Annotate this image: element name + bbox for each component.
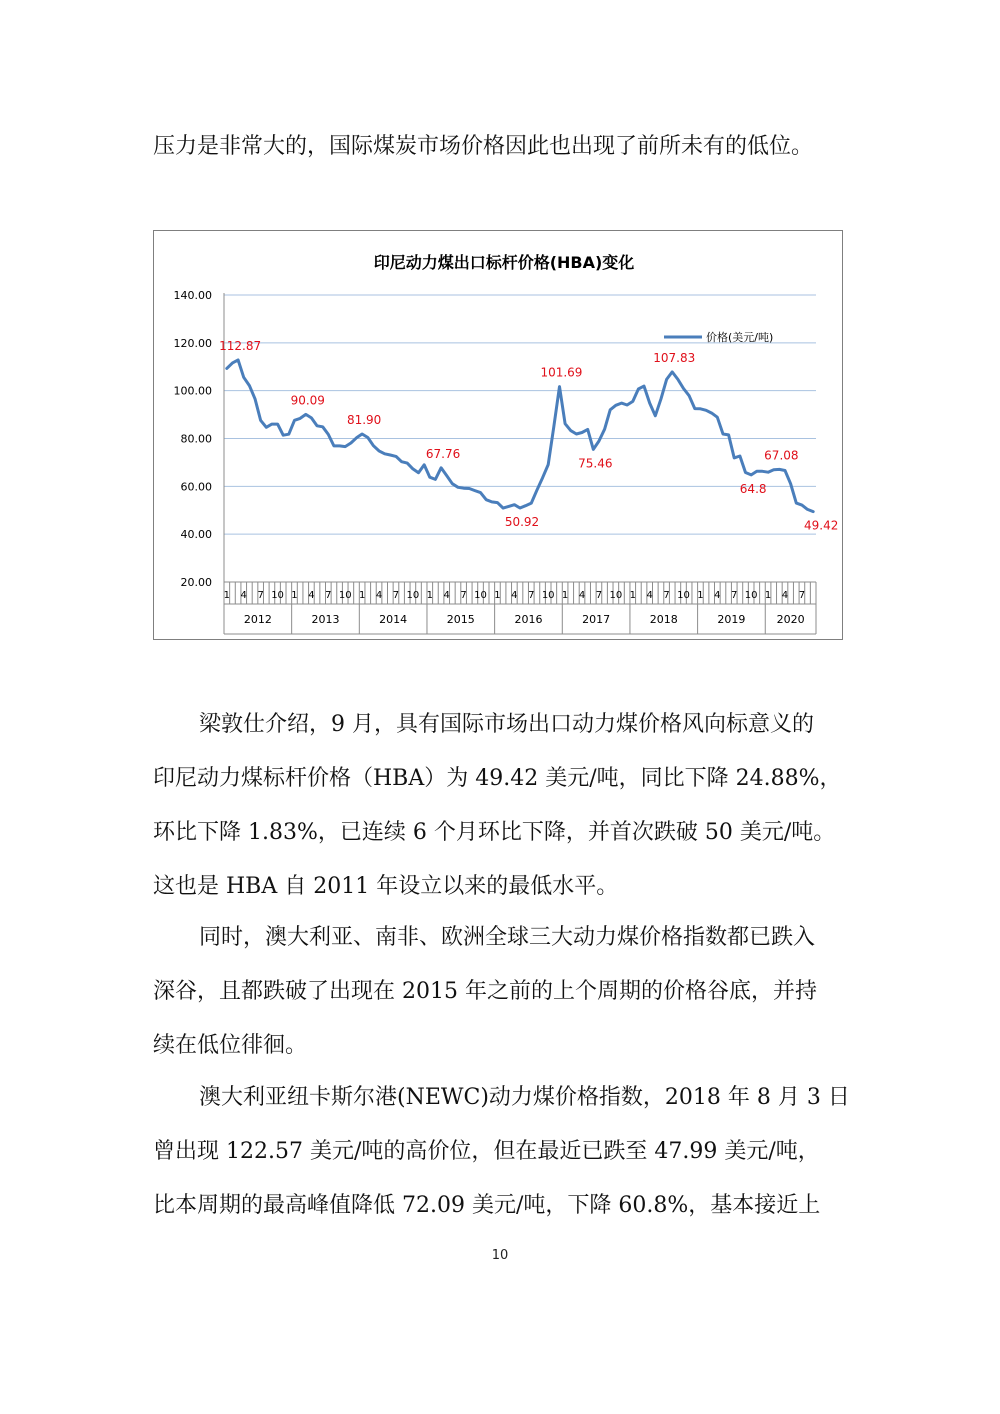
- y-tick-label: 80.00: [180, 432, 212, 446]
- month-tick-label: 7: [325, 590, 332, 601]
- data-label: 81.90: [346, 412, 382, 427]
- month-tick-label: 4: [308, 590, 315, 601]
- paragraph-indices-body: [153, 965, 853, 1073]
- month-tick-label: 10: [338, 590, 352, 601]
- text-line: 深谷，且都跌破了出现在 2015 年之前的上个周期的价格谷底，并持: [153, 979, 817, 1004]
- chart-svg: [154, 231, 842, 639]
- month-tick-label: 4: [375, 590, 383, 601]
- year-tick-label: 2019: [717, 613, 746, 626]
- text-line: 梁敦仕介绍，9 月，具有国际市场出口动力煤价格风向标意义的: [199, 712, 814, 737]
- text-line: 曾出现 122.57 美元/吨的高价位，但在最近已跌至 47.99 美元/吨，: [153, 1139, 820, 1164]
- month-tick-label: 4: [511, 590, 518, 601]
- year-tick-label: 2014: [379, 613, 408, 626]
- year-tick-label: 2016: [514, 613, 543, 626]
- month-tick-label: 10: [677, 590, 690, 601]
- text-line: 环比下降 1.83%，已连续 6 个月环比下降，并首次跌破 50 美元/吨。: [153, 820, 836, 845]
- year-tick-label: 2012: [243, 613, 272, 626]
- month-tick-label: 7: [663, 590, 670, 601]
- year-tick-label: 2013: [311, 613, 340, 626]
- month-tick-label: 4: [578, 590, 586, 601]
- data-label: 101.69: [540, 365, 583, 380]
- month-tick-label: 7: [528, 590, 535, 601]
- page-number: 10: [491, 1248, 509, 1263]
- paragraph-newc-intro: [153, 1071, 899, 1125]
- month-tick-label: 4: [443, 590, 450, 601]
- hba-price-chart: [153, 230, 843, 640]
- month-tick-label: 7: [257, 590, 264, 601]
- month-tick-label: 7: [595, 590, 603, 601]
- month-tick-label: 4: [646, 590, 653, 601]
- month-tick-label: 10: [474, 590, 487, 601]
- month-tick-label: 7: [731, 590, 738, 601]
- month-tick-label: 10: [744, 590, 758, 601]
- text-line: 澳大利亚纽卡斯尔港(NEWC)动力煤价格指数，2018 年 8 月 3 日: [199, 1085, 850, 1110]
- y-tick-label: 100.00: [173, 384, 212, 398]
- text-line: 这也是 HBA 自 2011 年设立以来的最低水平。: [153, 874, 619, 899]
- year-tick-label: 2018: [649, 613, 678, 626]
- month-tick-label: 1: [764, 590, 772, 601]
- y-tick-label: 120.00: [173, 336, 212, 350]
- month-tick-label: 10: [609, 590, 623, 601]
- paragraph-hba-body: [153, 752, 853, 914]
- y-tick-label: 20.00: [180, 576, 212, 589]
- data-label: 67.08: [764, 448, 799, 463]
- paragraph-indices-intro: [153, 911, 899, 965]
- year-tick-label: 2015: [446, 613, 475, 626]
- data-label: 67.76: [425, 446, 461, 461]
- text-line: 比本周期的最高峰值降低 72.09 美元/吨，下降 60.8%，基本接近上: [153, 1193, 821, 1218]
- month-tick-label: 1: [697, 590, 704, 601]
- month-tick-label: 7: [460, 590, 467, 601]
- series-line-hba: [227, 360, 813, 512]
- data-label: 107.83: [653, 350, 696, 365]
- y-tick-label: 140.00: [173, 289, 212, 302]
- legend-label: 价格(美元/吨): [706, 331, 774, 344]
- data-label: 50.92: [504, 515, 540, 530]
- month-tick-label: 10: [406, 590, 420, 601]
- month-tick-label: 10: [271, 590, 284, 601]
- month-tick-label: 1: [561, 590, 569, 601]
- month-tick-label: 4: [714, 590, 721, 601]
- y-tick-label: 40.00: [180, 528, 212, 542]
- month-tick-label: 4: [781, 590, 789, 601]
- month-tick-label: 1: [291, 590, 298, 601]
- text-line: 同时，澳大利亚、南非、欧洲全球三大动力煤价格指数都已跌入: [199, 925, 816, 950]
- paragraph-newc-body: [153, 1125, 853, 1233]
- data-label: 90.09: [290, 393, 325, 408]
- series-line-layer: [227, 360, 813, 512]
- chart-title: 印尼动力煤出口标杆价格(HBA)变化: [373, 253, 635, 272]
- month-tick-label: 1: [358, 590, 366, 601]
- month-tick-label: 10: [541, 590, 555, 601]
- data-label: 75.46: [578, 456, 613, 471]
- month-tick-label: 7: [392, 590, 400, 601]
- month-tick-label: 1: [223, 590, 231, 601]
- data-label: 49.42: [804, 518, 839, 533]
- y-tick-label: 60.00: [180, 480, 212, 494]
- text-line: 印尼动力煤标杆价格（HBA）为 49.42 美元/吨，同比下降 24.88%，: [153, 766, 842, 791]
- month-tick-label: 1: [494, 590, 501, 601]
- month-tick-label: 7: [798, 590, 806, 601]
- data-label: 112.87: [219, 338, 262, 353]
- year-tick-label: 2020: [776, 613, 805, 626]
- paragraph-intro: [153, 120, 853, 174]
- month-tick-label: 4: [240, 590, 247, 601]
- data-label: 64.8: [739, 481, 767, 496]
- text-line: 续在低位徘徊。: [153, 1033, 308, 1058]
- legend: [664, 330, 773, 344]
- text-line: 压力是非常大的，国际煤炭市场价格因此也出现了前所未有的低位。: [153, 134, 814, 159]
- year-tick-label: 2017: [582, 613, 611, 626]
- month-tick-label: 1: [426, 590, 433, 601]
- month-tick-label: 1: [629, 590, 636, 601]
- paragraph-hba-intro: [153, 698, 899, 752]
